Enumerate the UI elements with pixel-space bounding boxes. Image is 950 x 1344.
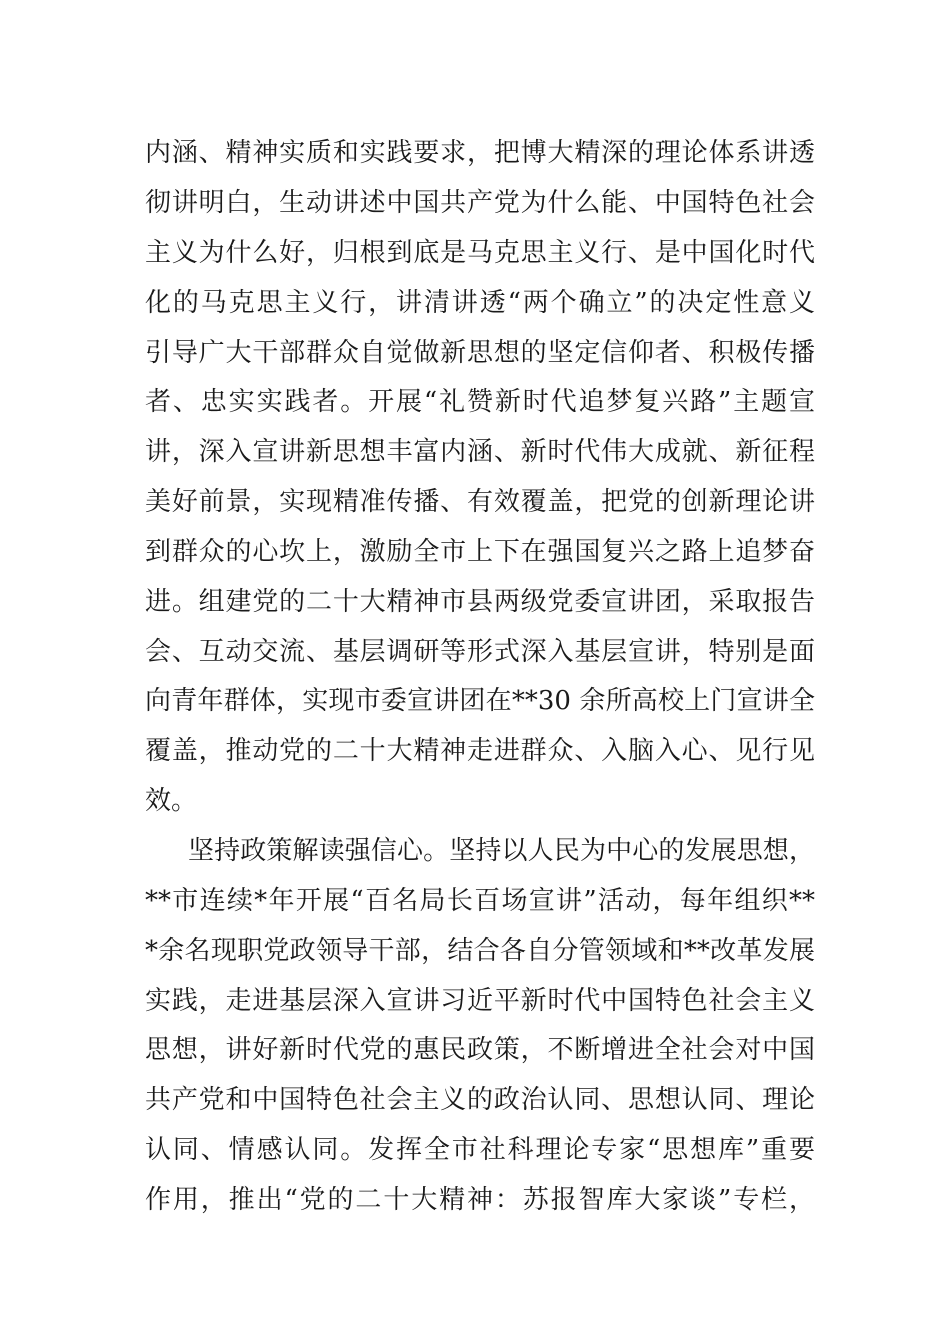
- paragraph-1-line: 会、互动交流、基层调研等形式深入基层宣讲，特别是面: [145, 637, 815, 667]
- paragraph-1-line: 向青年群体，实现市委宣讲团在**30 余所高校上门宣讲全: [145, 686, 815, 716]
- paragraph-1-line: 彻讲明白，生动讲述中国共产党为什么能、中国特色社会: [145, 188, 815, 218]
- paragraph-2-line: **市连续*年开展“百名局长百场宣讲”活动，每年组织**: [145, 886, 815, 916]
- paragraph-1-line: 讲，深入宣讲新思想丰富内涵、新时代伟大成就、新征程: [145, 437, 815, 467]
- paragraph-1-line: 覆盖，推动党的二十大精神走进群众、入脑入心、见行见: [145, 736, 815, 766]
- paragraph-2-line: 实践，走进基层深入宣讲习近平新时代中国特色社会主义: [145, 986, 815, 1016]
- paragraph-1-line: 化的马克思主义行，讲清讲透“两个确立”的决定性意义: [145, 288, 815, 318]
- paragraph-1-line: 进。组建党的二十大精神市县两级党委宣讲团，采取报告: [145, 587, 815, 617]
- paragraph-2-line: 共产党和中国特色社会主义的政治认同、思想认同、理论: [145, 1085, 815, 1115]
- paragraph-1-line: 美好前景，实现精准传播、有效覆盖，把党的创新理论讲: [145, 487, 815, 517]
- paragraph-2-line: 作用，推出“党的二十大精神：苏报智库大家谈”专栏，: [145, 1185, 815, 1215]
- paragraph-1-line: 到群众的心坎上，激励全市上下在强国复兴之路上追梦奋: [145, 537, 815, 567]
- paragraph-1-line: 主义为什么好，归根到底是马克思主义行、是中国化时代: [145, 238, 815, 268]
- paragraph-1-line: 引导广大干部群众自觉做新思想的坚定信仰者、积极传播: [145, 338, 815, 368]
- paragraph-1-line: 者、忠实实践者。开展“礼赞新时代追梦复兴路”主题宣: [145, 387, 815, 417]
- paragraph-1-line: 内涵、精神实质和实践要求，把博大精深的理论体系讲透: [145, 138, 815, 168]
- paragraph-2-line: 认同、情感认同。发挥全市社科理论专家“思想库”重要: [145, 1135, 815, 1165]
- paragraph-1-line: 效。: [145, 786, 198, 816]
- paragraph-2-first-line: 坚持政策解读强信心。坚持以人民为中心的发展思想，: [188, 836, 815, 866]
- paragraph-2-line: *余名现职党政领导干部，结合各自分管领域和**改革发展: [145, 936, 815, 966]
- paragraph-2-line: 思想，讲好新时代党的惠民政策，不断增进全社会对中国: [145, 1035, 815, 1065]
